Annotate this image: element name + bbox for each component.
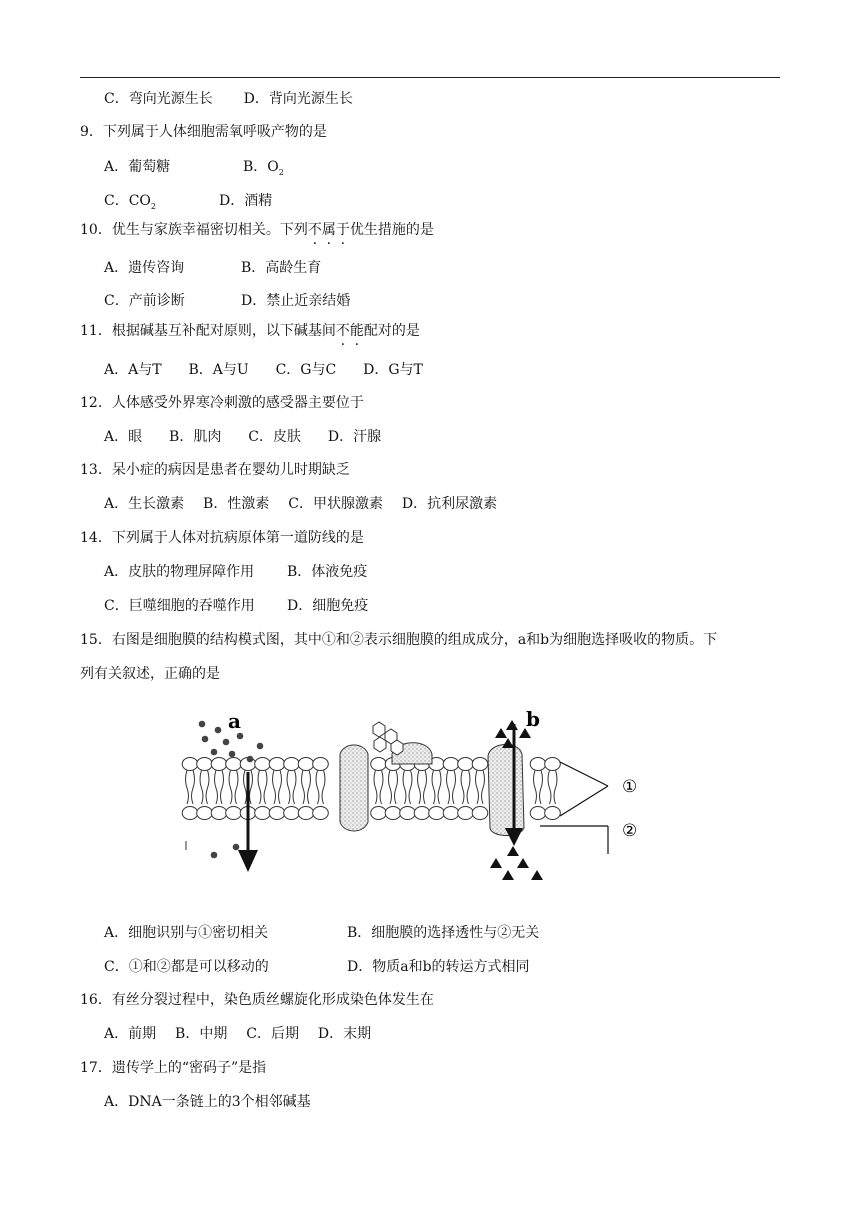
q9-option-a [104, 157, 170, 177]
q11-options [104, 360, 423, 380]
q15-option-c: C．①和②都是可以移动的 [104, 959, 269, 975]
q11-option-b: B．A与U [188, 362, 249, 378]
q16-option-a: A．前期 [104, 1026, 157, 1042]
q11-option-c: C．G与C [275, 362, 337, 378]
q13-option-c: C．甲状腺激素 [288, 496, 383, 512]
q13-option-b: B．性激素 [203, 496, 270, 512]
q11-stem: 11．根据碱基互补配对原则，以下碱基间不能配对的是 [80, 323, 420, 339]
q12-option-d: D．汗腺 [327, 429, 382, 445]
q13-options [104, 494, 497, 514]
q10-option-a: A．遗传咨询 [104, 260, 185, 276]
q12-option-a: A．眼 [104, 429, 143, 445]
q8-option-d: D．背向光源生长 [243, 91, 353, 107]
arrow-b-head [505, 828, 523, 846]
q13-option-d: D．抗利尿激素 [401, 496, 498, 512]
q16-option-c: C．后期 [246, 1026, 299, 1042]
q17-stem: 17．遗传学上的“密码子”是指 [80, 1060, 267, 1076]
q14-option-b: B．体液免疫 [287, 564, 368, 580]
q8-options [104, 89, 353, 109]
q13-stem: 13．呆小症的病因是患者在婴幼儿时期缺乏 [80, 462, 350, 478]
q17-option-a: A．DNA一条链上的3个相邻碱基 [104, 1094, 311, 1110]
q12-stem: 12．人体感受外界寒冷刺激的感受器主要位于 [80, 395, 364, 411]
q14-option-a: A．皮肤的物理屏障作用 [104, 564, 255, 580]
q15-stem-line1: 15．右图是细胞膜的结构模式图，其中①和②表示细胞膜的组成成分，a和b为细胞选择吸收的物质。下 [80, 632, 718, 648]
q14-stem: 14．下列属于人体对抗病原体第一道防线的是 [80, 530, 364, 546]
q8-option-c: C．弯向光源生长 [104, 91, 213, 107]
q15-stem-line2: 列有关叙述，正确的是 [80, 666, 220, 682]
label-b: b [526, 707, 540, 731]
q13-option-a: A．生长激素 [104, 496, 185, 512]
label-2: ② [622, 821, 638, 841]
q14-option-c: C．巨噬细胞的吞噬作用 [104, 598, 255, 614]
q16-stem: 16．有丝分裂过程中，染色质丝螺旋化形成染色体发生在 [80, 992, 434, 1008]
q9-option-b: B．$O_2$ [243, 159, 284, 177]
q16-option-b: B．中期 [175, 1026, 228, 1042]
q9-option-d: D．酒精 [219, 193, 273, 209]
q11-option-d: D．G与T [363, 362, 423, 378]
q9-stem: 9．下列属于人体细胞需氧呼吸产物的是 [80, 124, 327, 140]
q10-option-d: D．禁止近亲结婚 [241, 293, 351, 309]
q15-option-d: D．物质a和b的转运方式相同 [347, 959, 530, 975]
label-a: a [228, 709, 241, 733]
q12-options [104, 427, 381, 447]
q10-option-b: B．高龄生育 [241, 260, 322, 276]
q9-option-a-text: A．葡萄糖 [104, 159, 171, 175]
cell-membrane-diagram [180, 704, 660, 894]
q9-option-c: C．$CO_2$ [104, 193, 156, 211]
glycan-chain [373, 722, 403, 755]
q16-option-d: D．末期 [317, 1026, 372, 1042]
q12-option-c: C．皮肤 [248, 429, 301, 445]
header-rule [80, 77, 780, 78]
q12-option-b: B．肌肉 [169, 429, 222, 445]
channel-protein [488, 744, 524, 835]
arrow-a-head [238, 850, 258, 872]
q10-option-c: C．产前诊断 [104, 293, 185, 309]
q11-option-a: A．A与T [104, 362, 162, 378]
q16-options [104, 1024, 371, 1044]
q15-option-a: A．细胞识别与①密切相关 [104, 925, 269, 941]
q14-option-d: D．细胞免疫 [287, 598, 369, 614]
q15-option-b: B．细胞膜的选择透性与②无关 [347, 925, 540, 941]
label-1: ① [622, 777, 638, 797]
embedded-protein [340, 745, 368, 831]
q10-stem: 10．优生与家族幸福密切相关。下列不属于优生措施的是 [80, 222, 434, 238]
